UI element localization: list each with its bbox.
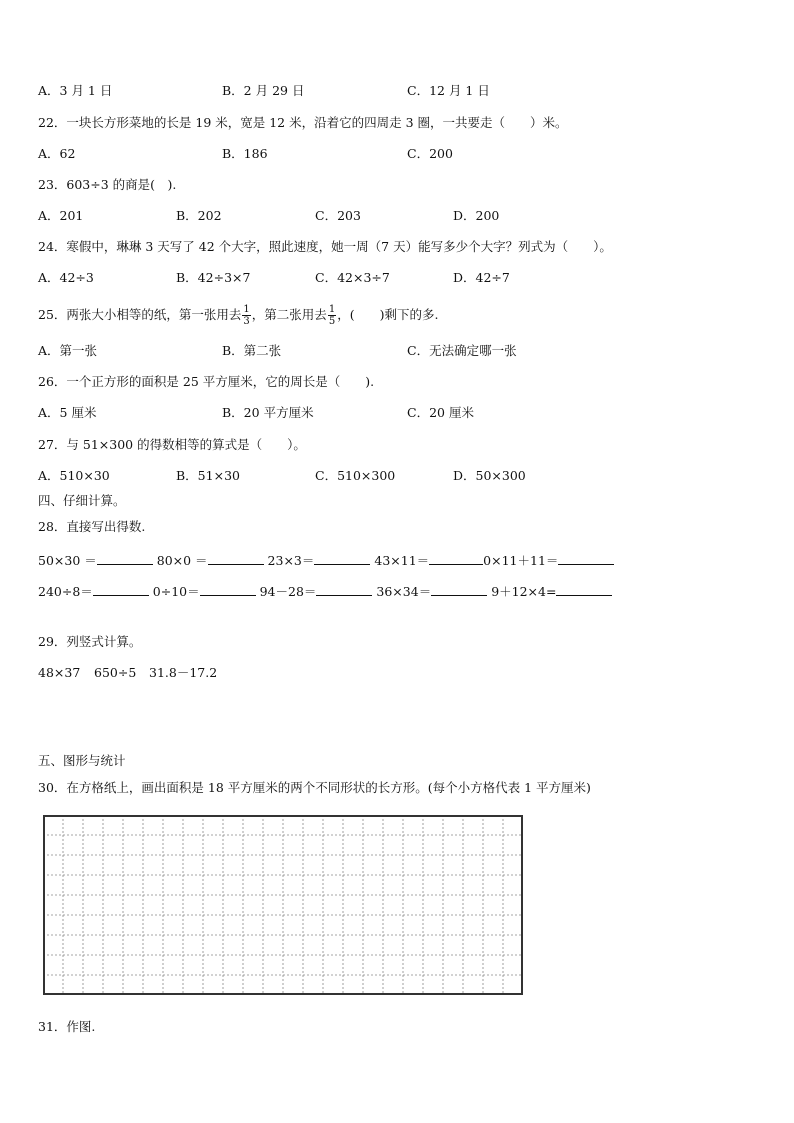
q21-option-c: C．12 月 1 日 — [407, 83, 490, 98]
q28-r1-item-5: 0×11＋11＝ — [483, 553, 559, 568]
q27-text: 27．与 51×300 的得数相等的算式是（ ）。 — [38, 437, 306, 452]
q23-text: 23．603÷3 的商是( ). — [38, 177, 177, 192]
grid-paper[interactable] — [43, 815, 523, 995]
q25-text — [38, 304, 438, 327]
q26-option-b: B．20 平方厘米 — [222, 405, 314, 420]
answer-blank[interactable] — [93, 581, 149, 596]
q22-option-a: A．62 — [38, 146, 76, 161]
section-4-title: 四、仔细计算。 — [38, 493, 126, 508]
q28-r1-item-1: 50×30 ＝ — [38, 553, 97, 568]
q29-item-3: 31.8－17.2 — [149, 665, 218, 680]
q28-row-1 — [38, 550, 614, 570]
q23-option-b: B．202 — [176, 208, 222, 223]
q25-text-pre: 25．两张大小相等的纸，第一张用去 — [38, 307, 242, 322]
q26-text: 26．一个正方形的面积是 25 平方厘米，它的周长是（ ). — [38, 374, 375, 389]
q27-option-c: C．510×300 — [315, 468, 396, 483]
answer-blank[interactable] — [431, 581, 487, 596]
q23-option-d: D．200 — [453, 208, 500, 223]
q21-option-b: B．2 月 29 日 — [222, 83, 305, 98]
q24-option-d: D．42÷7 — [453, 270, 510, 285]
q28-r2-item-4: 36×34＝ — [376, 584, 432, 599]
q28-r1-item-4: 43×11＝ — [374, 553, 430, 568]
q29-item-1: 48×37 — [38, 665, 81, 680]
q25-text-mid: ，第二张用去 — [251, 307, 327, 322]
q24-text: 24．寒假中，琳琳 3 天写了 42 个大字，照此速度，她一周（7 天）能写多少个大字？列式为（ ）。 — [38, 239, 612, 254]
q25-option-b: B．第二张 — [222, 343, 282, 358]
answer-blank[interactable] — [208, 550, 264, 565]
q27-option-a: A．510×30 — [38, 468, 110, 483]
answer-blank[interactable] — [316, 581, 372, 596]
answer-blank[interactable] — [429, 550, 483, 565]
q23-option-c: C．203 — [315, 208, 361, 223]
q30-text: 30．在方格纸上，画出面积是 18 平方厘米的两个不同形状的长方形。(每个小方格代表 1 平方厘米) — [38, 780, 591, 795]
q25-option-c: C．无法确定哪一张 — [407, 343, 517, 358]
q25-fraction-1: $\frac{1}{3}$ — [243, 304, 250, 327]
answer-blank[interactable] — [97, 550, 153, 565]
q22-option-c: C．200 — [407, 146, 453, 161]
q23-option-a: A．201 — [38, 208, 84, 223]
q27-option-d: D．50×300 — [453, 468, 526, 483]
q27-option-b: B．51×30 — [176, 468, 240, 483]
q25-fraction-2: $\frac{1}{5}$ — [328, 304, 336, 327]
q28-r2-item-2: 0÷10＝ — [152, 584, 200, 599]
answer-blank[interactable] — [558, 550, 614, 565]
q28-r1-item-3: 23×3＝ — [267, 553, 315, 568]
q28-text: 28．直接写出得数. — [38, 519, 146, 534]
answer-blank[interactable] — [200, 581, 256, 596]
section-5-title: 五、图形与统计 — [38, 753, 126, 768]
q28-r1-item-2: 80×0 ＝ — [156, 553, 208, 568]
q25-text-post: ，( )剩下的多. — [337, 307, 439, 322]
q24-option-a: A．42÷3 — [38, 270, 94, 285]
q31-text: 31．作图. — [38, 1019, 96, 1034]
q28-row-2 — [38, 581, 612, 601]
q26-option-c: C．20 厘米 — [407, 405, 474, 420]
q24-option-b: B．42÷3×7 — [176, 270, 251, 285]
q28-r2-item-3: 94－28＝ — [259, 584, 317, 599]
q29-text: 29．列竖式计算。 — [38, 634, 142, 649]
q24-option-c: C．42×3÷7 — [315, 270, 390, 285]
q28-r2-item-1: 240÷8＝ — [38, 584, 93, 599]
q28-r2-item-5: 9＋12×4= — [491, 584, 557, 599]
q21-option-a: A．3 月 1 日 — [38, 83, 113, 98]
q22-text: 22．一块长方形菜地的长是 19 米，宽是 12 米，沿着它的四周走 3 圈，一共要走（ ）米。 — [38, 115, 568, 130]
q25-option-a: A．第一张 — [38, 343, 98, 358]
q22-option-b: B．186 — [222, 146, 268, 161]
q26-option-a: A．5 厘米 — [38, 405, 97, 420]
answer-blank[interactable] — [556, 581, 612, 596]
answer-blank[interactable] — [314, 550, 370, 565]
q29-item-2: 650÷5 — [94, 665, 137, 680]
